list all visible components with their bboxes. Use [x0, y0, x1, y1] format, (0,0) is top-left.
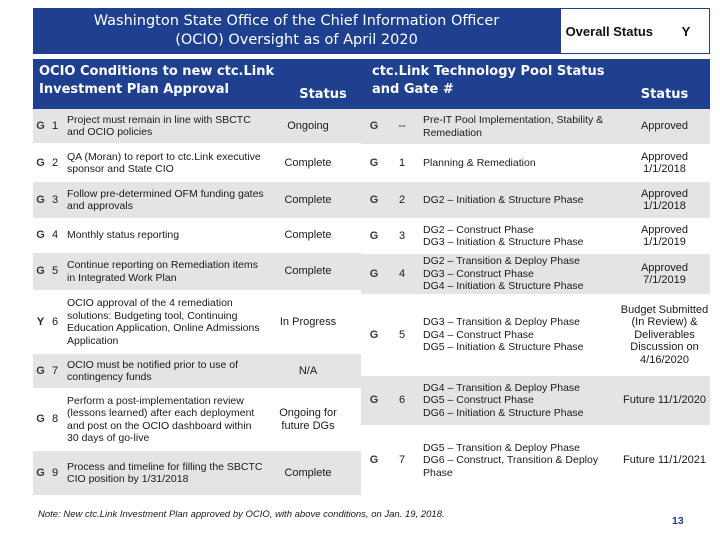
- pool-phase-line: DG5 – Transition & Deploy Phase: [423, 441, 580, 454]
- condition-number: 7: [51, 364, 59, 377]
- pool-status: Approved 1/1/2019: [640, 223, 689, 248]
- pool-phase-list: [423, 255, 584, 293]
- condition-number: 1: [51, 119, 59, 132]
- pool-rating: G: [369, 120, 379, 133]
- conditions-status-header: Status: [285, 59, 361, 109]
- pool-phases: [417, 219, 619, 253]
- pool-phase-line: DG6 – Construct, Transition & Deploy Phase: [423, 454, 599, 479]
- condition-status: Ongoing: [287, 119, 329, 132]
- title-line-1: Washington State Office of the Chief Information Officer: [93, 13, 500, 29]
- pool-gate-number: 3: [398, 229, 406, 242]
- condition-row: [33, 182, 361, 219]
- pool-phase-list: [423, 114, 615, 139]
- condition-row: [33, 451, 361, 496]
- pool-phase-line: DG3 – Transition & Deploy Phase: [423, 316, 580, 329]
- condition-description: Monthly status reporting: [67, 229, 180, 242]
- pool-gate-number: --: [398, 120, 406, 133]
- overall-status-value: Y: [663, 9, 709, 53]
- condition-row: [33, 219, 361, 253]
- pool-header: [361, 59, 619, 109]
- condition-rating: G: [36, 265, 45, 278]
- condition-row: [33, 145, 361, 182]
- pool-phase-list: [423, 194, 584, 207]
- pool-rating: G: [369, 156, 379, 169]
- condition-description: Perform a post-implementation review (lessons learned) after each deployment and post on the OCIO dashboard within 30 days of go-live: [67, 394, 255, 444]
- pool-phase-list: [423, 224, 584, 249]
- conditions-header-line-1: OCIO Conditions to new ctc.Link: [39, 64, 275, 79]
- pool-phase-list: [423, 316, 584, 354]
- condition-status: Complete: [284, 156, 332, 169]
- pool-phase-line: DG3 – Construct Phase: [423, 267, 534, 280]
- pool-gate-number: 1: [398, 156, 406, 169]
- pool-phase-line: DG6 – Initiation & Structure Phase: [423, 406, 584, 419]
- condition-rating: G: [36, 364, 45, 377]
- pool-rating: G: [369, 193, 379, 206]
- condition-description: Process and timeline for filling the SBCTC CIO position by 1/31/2018: [67, 460, 263, 485]
- condition-number: 5: [51, 265, 59, 278]
- condition-row: [33, 109, 361, 144]
- pool-phase-line: Planning & Remediation: [423, 156, 536, 169]
- pool-status: Approved 1/1/2018: [640, 187, 689, 212]
- pool-phase-line: DG2 – Initiation & Structure Phase: [423, 193, 584, 206]
- condition-description: QA (Moran) to report to ctc.Link executive sponsor and State CIO: [67, 150, 261, 175]
- condition-description: Project must remain in line with SBCTC and OCIO policies: [67, 113, 251, 138]
- pool-status: Approved 1/1/2018: [640, 150, 689, 175]
- condition-description: Continue reporting on Remediation items in Integrated Work Plan: [67, 259, 258, 284]
- condition-number: 8: [51, 413, 59, 426]
- pool-phases: [417, 145, 619, 181]
- overall-status-label: Overall Status: [561, 9, 663, 53]
- condition-description: OCIO must be notified prior to use of contingency funds: [67, 358, 238, 383]
- pool-phases: [417, 254, 619, 294]
- condition-rating: G: [36, 193, 45, 206]
- pool-phases: [417, 182, 619, 218]
- condition-status: In Progress: [279, 315, 337, 328]
- pool-phase-list: [423, 157, 536, 170]
- condition-row: [33, 291, 361, 354]
- pool-row: [361, 254, 710, 295]
- pool-rating: G: [369, 454, 379, 467]
- condition-number: 2: [51, 156, 59, 169]
- condition-rating: G: [36, 413, 45, 426]
- pool-phase-line: DG4 – Initiation & Structure Phase: [423, 280, 584, 293]
- pool-rating: G: [369, 267, 379, 280]
- condition-number: 9: [51, 466, 59, 479]
- overall-status-box: [560, 8, 710, 54]
- page-number: 13: [672, 515, 684, 527]
- pool-status: Approved 7/1/2019: [640, 261, 689, 286]
- pool-header-line-1: ctc.Link Technology Pool Status: [372, 64, 605, 79]
- pool-row: [361, 109, 710, 145]
- pool-row: [361, 182, 710, 219]
- pool-phase-list: [423, 442, 615, 480]
- pool-header-line-2: and Gate #: [372, 82, 454, 97]
- condition-row: [33, 354, 361, 389]
- pool-phase-list: [423, 382, 584, 420]
- condition-number: 6: [51, 315, 59, 328]
- pool-gate-number: 5: [398, 328, 406, 341]
- pool-gate-number: 2: [398, 193, 406, 206]
- pool-status: Budget Submitted (In Review) & Deliverables Discussion on 4/16/2020: [620, 303, 709, 366]
- pool-phases: [417, 426, 619, 495]
- pool-row: [361, 426, 710, 496]
- condition-status: Complete: [284, 265, 332, 278]
- condition-description: OCIO approval of the 4 remediation solutions: Budgeting tool, Continuing Education Application, Online Admissions Application: [67, 297, 260, 347]
- pool-phases: [417, 109, 619, 144]
- pool-phase-line: Pre-IT Pool Implementation, Stability & Remediation: [423, 114, 604, 139]
- conditions-header: [33, 59, 285, 109]
- pool-row: [361, 219, 710, 254]
- pool-phase-line: DG3 – Initiation & Structure Phase: [423, 236, 584, 248]
- slide-title: [33, 8, 560, 54]
- condition-rating: G: [36, 119, 45, 132]
- pool-phase-line: DG4 – Construct Phase: [423, 328, 534, 341]
- pool-gate-number: 6: [398, 394, 406, 407]
- condition-description: Follow pre-determined OFM funding gates and approvals: [67, 187, 264, 212]
- pool-gate-number: 7: [398, 454, 406, 467]
- pool-row: [361, 376, 710, 426]
- condition-rating: G: [36, 229, 45, 242]
- condition-row: [33, 253, 361, 291]
- condition-status: Complete: [284, 229, 332, 242]
- pool-status: Future 11/1/2021: [623, 454, 706, 467]
- pool-phases: [417, 376, 619, 425]
- condition-number: 3: [51, 193, 59, 206]
- condition-status: Ongoing for future DGs: [279, 407, 337, 432]
- title-line-2: (OCIO) Oversight as of April 2020: [175, 32, 418, 48]
- pool-phase-line: DG5 – Construct Phase: [423, 394, 534, 407]
- pool-phase-line: DG2 – Transition & Deploy Phase: [423, 255, 580, 268]
- pool-phases: [417, 295, 619, 375]
- pool-status-header: Status: [619, 59, 710, 109]
- condition-rating: G: [36, 466, 45, 479]
- pool-phase-line: DG5 – Initiation & Structure Phase: [423, 341, 584, 354]
- condition-number: 4: [51, 229, 59, 242]
- condition-rating: G: [36, 156, 45, 169]
- pool-gate-number: 4: [398, 267, 406, 280]
- pool-phase-line: DG4 – Transition & Deploy Phase: [423, 381, 580, 394]
- conditions-header-line-2: Investment Plan Approval: [39, 82, 229, 97]
- condition-status: N/A: [298, 364, 318, 377]
- condition-row: [33, 389, 361, 451]
- pool-status: Approved: [640, 120, 689, 133]
- pool-rating: G: [369, 229, 379, 242]
- pool-row: [361, 295, 710, 376]
- pool-phase-line: DG2 – Construct Phase: [423, 223, 534, 236]
- pool-status: Future 11/1/2020: [623, 394, 706, 407]
- condition-status: Complete: [284, 466, 332, 479]
- condition-rating: Y: [36, 315, 45, 328]
- pool-rating: G: [369, 394, 379, 407]
- pool-row: [361, 145, 710, 182]
- pool-rating: G: [369, 328, 379, 341]
- condition-status: Complete: [284, 193, 332, 206]
- footnote: Note: New ctc.Link Investment Plan approved by OCIO, with above conditions, on Jan. 19, 2018.: [38, 509, 445, 520]
